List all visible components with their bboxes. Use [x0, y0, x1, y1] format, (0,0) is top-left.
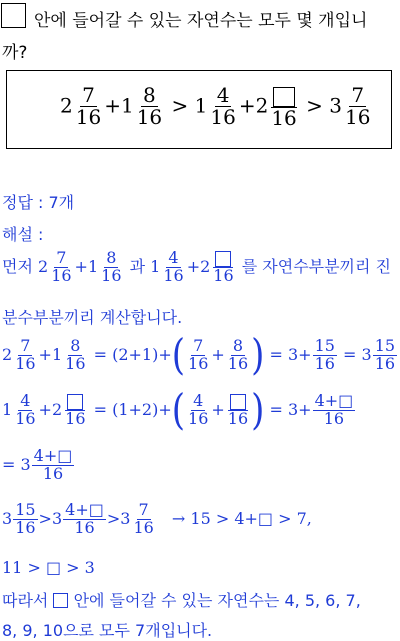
explanation-line-2: 분수부분끼리 계산합니다.	[2, 308, 183, 327]
blank-box	[53, 593, 68, 608]
question-line-2: 까?	[2, 43, 28, 63]
answer-label: 정답 : 7개	[2, 193, 75, 212]
conclusion-line-1: 따라서 안에 들어갈 수 있는 자연수는 4, 5, 6, 7,	[2, 591, 361, 610]
step-2: 1 $\frac{4}{16}$ +2 16 = (1+2)+( $\frac{4}{16}$ + 16 ) = 3+ $\frac{4+□}{16}$	[2, 385, 354, 436]
inequality-expression: 2 $\frac{7}{16}$ +1 $\frac{8}{16}$ > 1 $\frac{4}{16}$ +2 16 > 3 $\frac{7}{16}$	[60, 83, 371, 130]
blank-box	[273, 87, 295, 107]
explanation-line-1: 먼저 2 $\frac{7}{16}$ +1 $\frac{8}{16}$ 과 1 $\frac{4}{16}$ +2 16 를 자연수부분끼리 진	[2, 248, 392, 285]
answer-blank-box	[1, 3, 26, 28]
explanation-label: 해설 :	[2, 225, 44, 244]
step-5: 11 > □ > 3	[2, 558, 95, 577]
conclusion-line-2: 8, 9, 10으로 모두 7개입니다.	[2, 621, 213, 640]
step-4: 3 $\frac{15}{16}$ >3 $\frac{4+□}{16}$ >3 $\frac{7}{16}$ → 15 > 4+□ > 7,	[2, 500, 312, 537]
step-3: = 3 $\frac{4+□}{16}$	[2, 446, 73, 483]
question-line-1: 안에 들어갈 수 있는 자연수는 모두 몇 개입니	[34, 11, 368, 31]
step-1: 2 $\frac{7}{16}$ +1 $\frac{8}{16}$ = (2+1)+( $\frac{7}{16}$ + $\frac{8}{16}$ ) = 3+ $\frac{15}{16}$ = 3 $\frac{15}{16}$	[2, 330, 396, 381]
